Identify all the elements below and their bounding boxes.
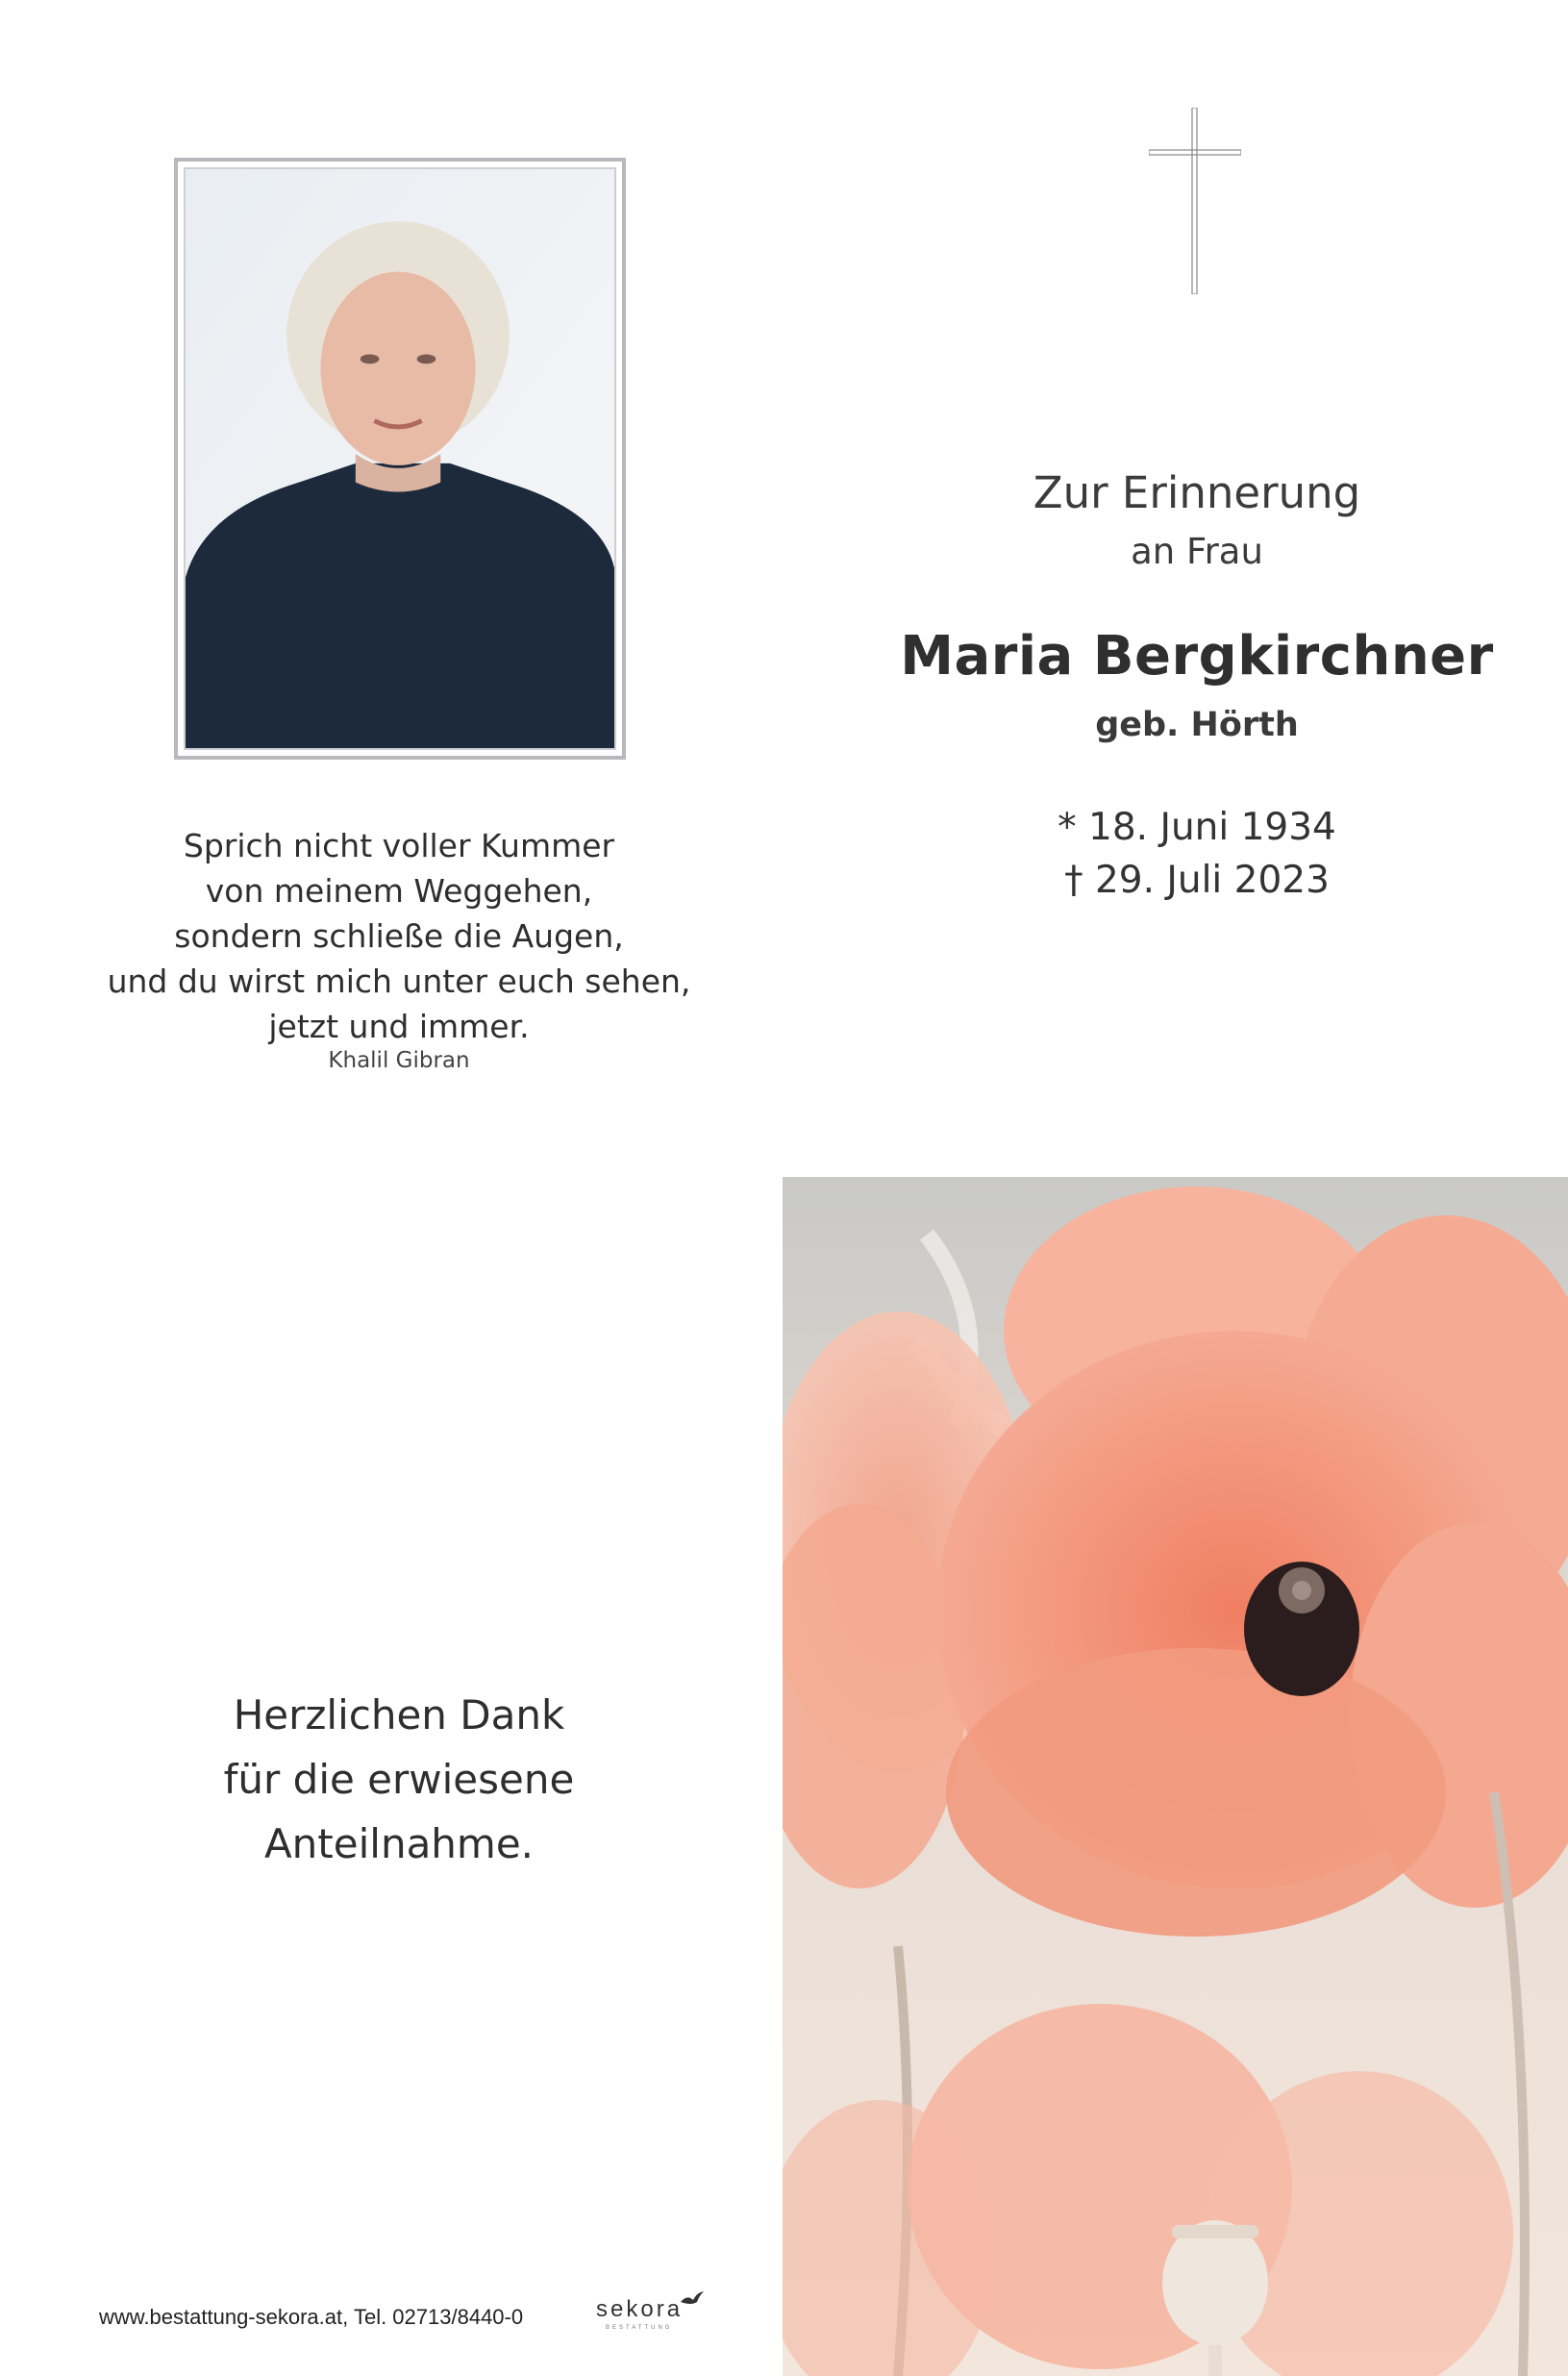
sekora-logo: sekora bbox=[596, 2296, 684, 2322]
deceased-name: Maria Bergkirchner bbox=[900, 625, 1494, 688]
poem bbox=[58, 823, 740, 1049]
birth-name: geb. Hörth bbox=[1095, 706, 1299, 744]
poem-line: sondern schließe die Augen, bbox=[174, 917, 624, 955]
poppy-flower-image bbox=[783, 1177, 1568, 2376]
poem-line: und du wirst mich unter euch sehen, bbox=[107, 963, 691, 1000]
bird-icon bbox=[680, 2290, 705, 2308]
poem-line: jetzt und immer. bbox=[268, 1008, 530, 1045]
cross-icon bbox=[1149, 108, 1241, 294]
portrait-photo-frame bbox=[174, 158, 626, 760]
portrait-photo bbox=[184, 167, 616, 750]
memorial-subtitle: an Frau bbox=[1131, 531, 1263, 572]
death-date: † 29. Juli 2023 bbox=[1064, 859, 1330, 902]
sekora-logo-subtitle: BESTATTUNG bbox=[606, 2325, 673, 2331]
thanks-line: Anteilnahme. bbox=[263, 1820, 535, 1867]
poem-line: Sprich nicht voller Kummer bbox=[183, 827, 615, 864]
thanks-line: für die erwiesene bbox=[223, 1756, 575, 1803]
thanks-message bbox=[58, 1683, 740, 1876]
poem-line: von meinem Weggehen, bbox=[205, 872, 593, 910]
birth-date: * 18. Juni 1934 bbox=[1058, 806, 1336, 849]
thanks-line: Herzlichen Dank bbox=[233, 1691, 565, 1738]
poem-author: Khalil Gibran bbox=[328, 1048, 470, 1073]
memorial-title: Zur Erinnerung bbox=[1033, 467, 1361, 518]
footer-contact: www.bestattung-sekora.at, Tel. 02713/8440-0 bbox=[99, 2305, 524, 2329]
